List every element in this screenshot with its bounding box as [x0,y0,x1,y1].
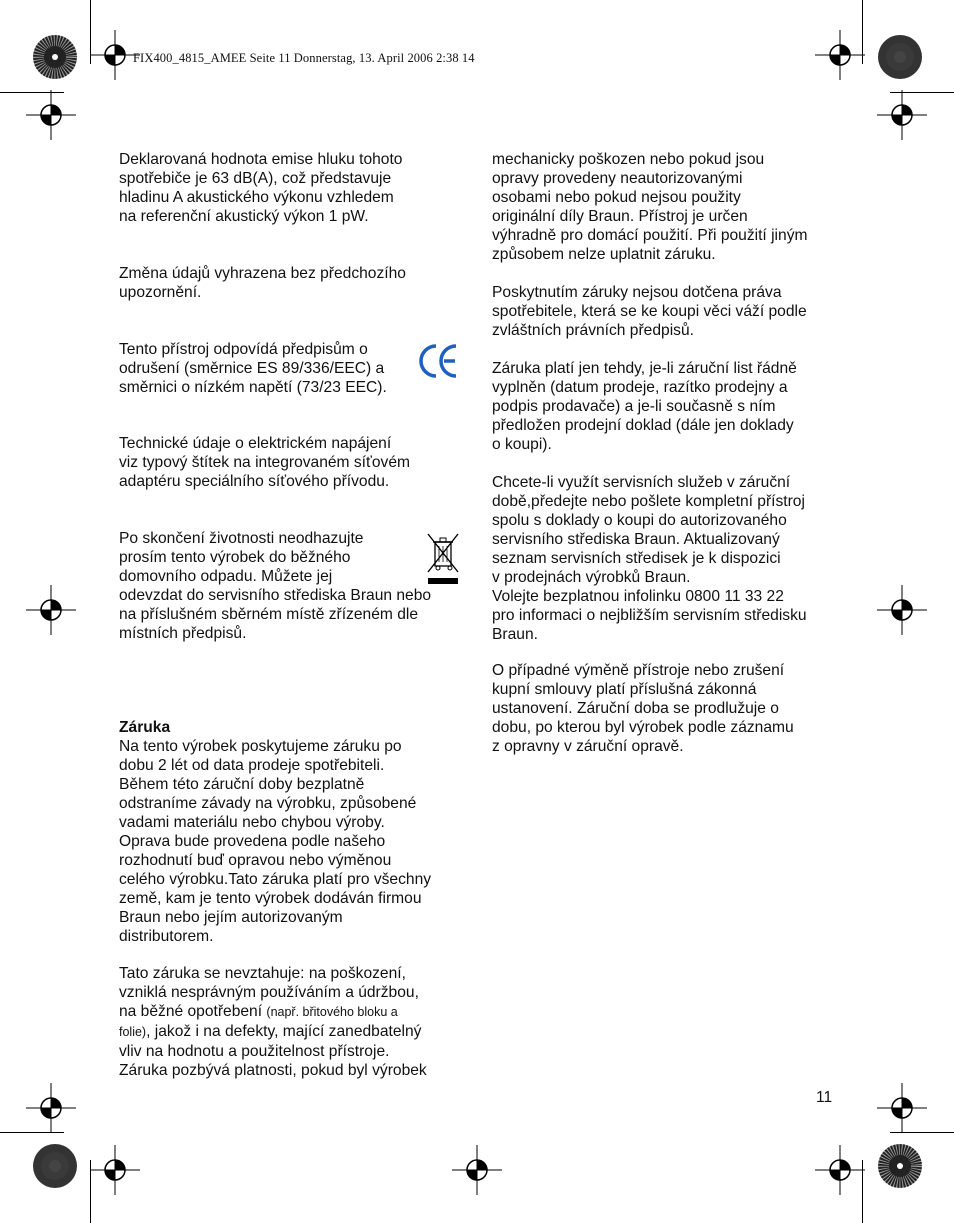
warranty-continued-text: mechanicky poškozen nebo pokud jsou opravy provedeny neautorizovanými osobami nebo pokud nejsou použity originální díly Braun. Přístroj je určen výhradně pro domácí použití. Při použití jiným způsobem nelze uplatnit záruku. [492,151,808,263]
right-column [492,150,837,264]
registration-mark-icon [26,585,76,635]
color-wheel-icon [32,1143,78,1189]
warranty-heading: Záruka [119,719,171,736]
registration-mark-icon [877,585,927,635]
exclusions-small-text: folie) [119,1025,147,1039]
registration-mark-icon [90,1145,140,1195]
exclusions-text [119,964,464,1080]
replacement-text: O případné výměně přístroje nebo zrušení kupní smlouvy platí příslušná zákonná ustanovení. Záruční doba se prodlužuje o dobu, po kterou byl výrobek podle záznamu z opravny v záruční opravě. [492,662,794,755]
right-column [492,359,837,454]
registration-mark-icon [877,1083,927,1133]
warranty-validity-text: Záruka platí jen tehdy, je-li záruční list řádně vyplněn (datum prodeje, razítko prodejny a podpis prodavače) a je-li současně s ním předložen prodejní doklad (dále jen doklady o koupi). [492,360,797,453]
left-column [119,529,464,643]
left-column [119,264,464,302]
left-column [119,964,464,1080]
noise-emission-text: Deklarovaná hodnota emise hluku tohoto spotřebiče je 63 dB(A), což představuje hladinu A akustického výkonu vzhledem na referenční akustický výkon 1 pW. [119,151,403,225]
disposal-text: Po skončení životnosti neodhazujte prosím tento výrobek do běžného domovního odpadu. Můžete jej [119,530,364,585]
consumer-rights-text: Poskytnutím záruky nejsou dotčena práva spotřebitele, která se ke koupi věci váží podle zvláštních právních předpisů. [492,284,807,339]
registration-mark-icon [26,1083,76,1133]
service-text: Chcete-li využít servisních služeb v záruční době,předejte nebo pošlete kompletní přístroj spolu s doklady o koupi do autorizovaného servisního střediska Braun. Aktualizovaný seznam servisních středisek je k dispozici v prodejnách výrobků Braun. Volejte bezplatnou infolinku 0800 11 33 22 pro informaci o nejbližším servisním středisku Braun. [492,474,807,643]
registration-mark-icon [815,30,865,80]
print-slug: FIX400_4815_AMEE Seite 11 Donnerstag, 13. April 2006 2:38 14 [133,51,475,65]
weee-bin-icon [426,532,460,586]
conformity-text: Tento přístroj odpovídá předpisům o odrušení (směrnice ES 89/336/EEC) a směrnici o nízkém napětí (73/23 EEC). [119,341,387,396]
color-wheel-icon [877,34,923,80]
right-column [492,283,837,340]
ce-mark-icon [418,342,460,380]
page-number: 11 [816,1089,833,1106]
left-column [119,340,464,397]
left-column [119,718,464,946]
right-column [492,473,837,644]
exclusions-text-part: , jakož i na defekty, mající zanedbatelný vliv na hodnotu a použitelnost přístroje. Záruka pozbývá platnosti, pokud byl výrobek [119,1023,427,1079]
left-column [119,150,464,226]
registration-mark-icon [815,1145,865,1195]
exclusions-text-part: Tato záruka se nevztahuje: na poškození, vzniklá nesprávným používáním a údržbou, na běžné opotřebení [119,965,419,1020]
change-notice-text: Změna údajů vyhrazena bez předchozího upozornění. [119,265,406,301]
right-column [492,661,837,756]
registration-mark-icon [26,90,76,140]
technical-text: Technické údaje o elektrickém napájení viz typový štítek na integrovaném síťovém adaptéru speciálního síťového přívodu. [119,435,410,490]
disposal-text-continued: odevzdat do servisního střediska Braun nebo na příslušném sběrném místě zřízeném dle místních předpisů. [119,587,432,642]
color-wheel-icon [32,34,78,80]
registration-mark-icon [877,90,927,140]
registration-mark-icon [452,1145,502,1195]
exclusions-small-text: (např. břitového bloku a [266,1005,398,1019]
color-wheel-icon [877,1143,923,1189]
left-column [119,434,464,491]
warranty-text: Na tento výrobek poskytujeme záruku po dobu 2 lét od data prodeje spotřebiteli. Během této záruční doby bezplatně odstraníme závady na výrobku, způsobené vadami materiálu nebo chybou výroby. Oprava bude provedena podle našeho rozhodnutí buď opravou nebo výměnou celého výrobku.Tato záruka platí pro všechny země, kam je tento výrobek dodáván firmou Braun nebo jejím autorizovaným distributorem. [119,738,432,945]
